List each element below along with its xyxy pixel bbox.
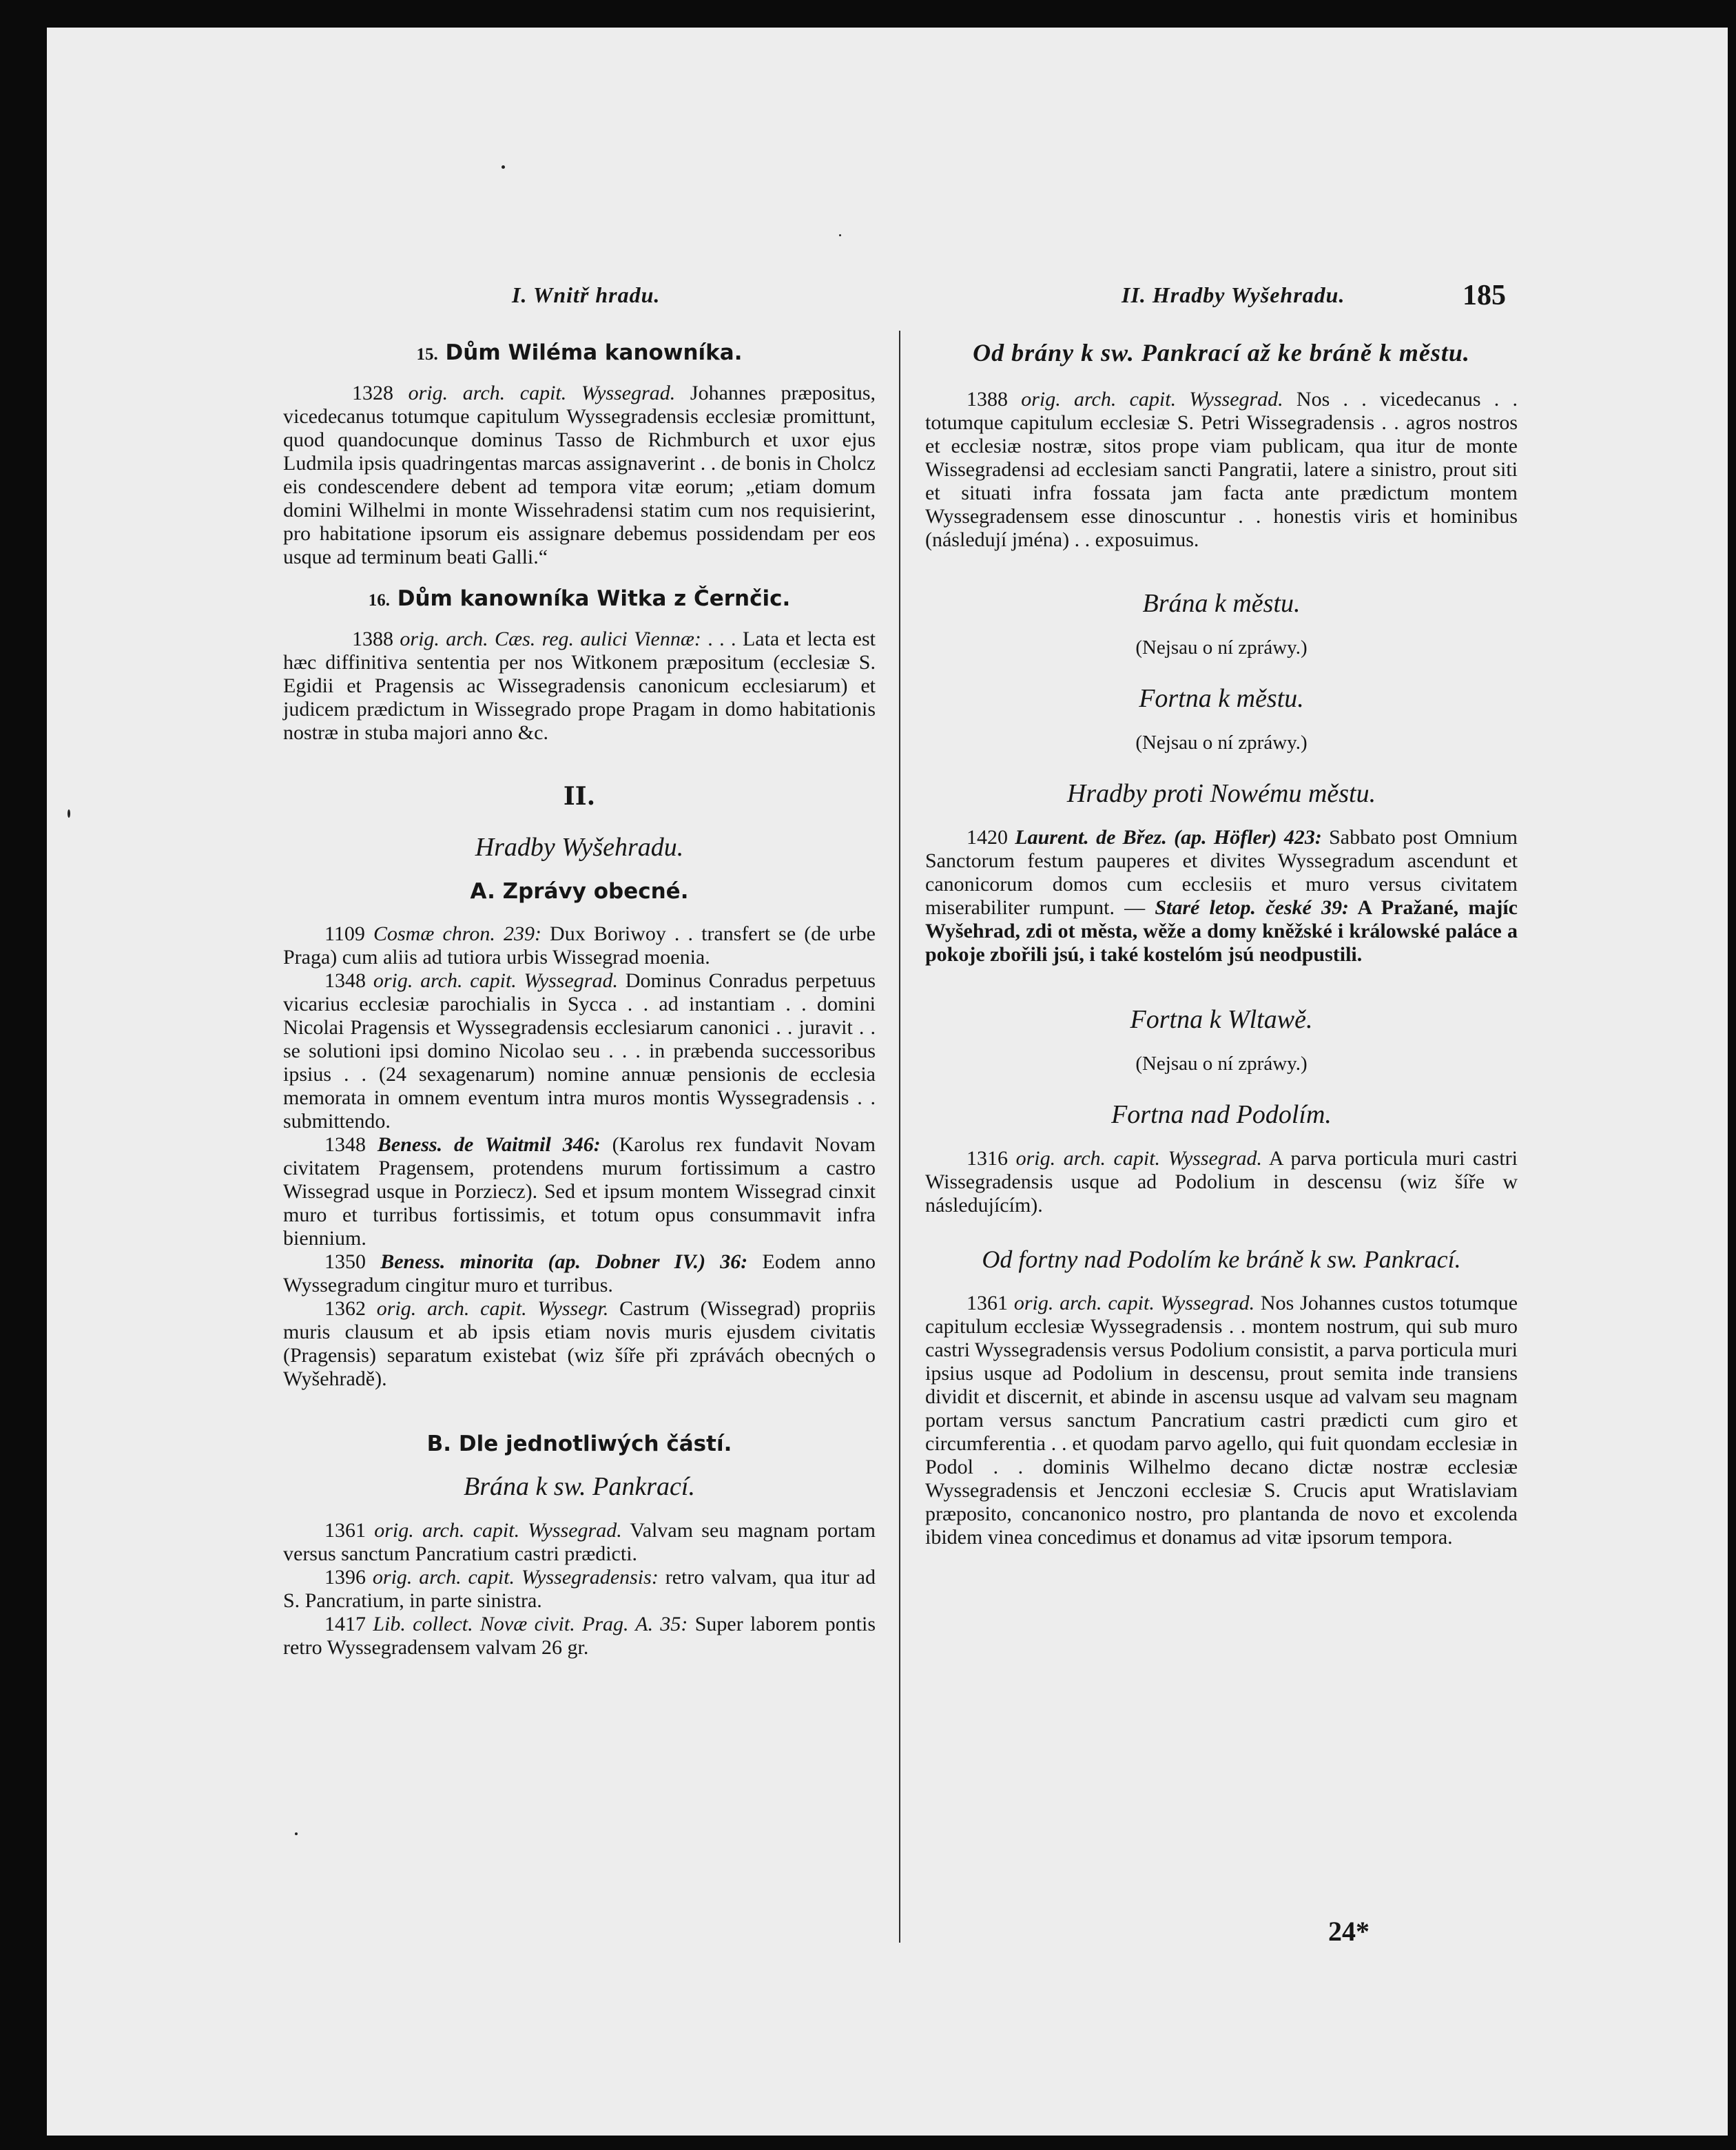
entry-source: Beness. minorita (ap. Dobner IV.) 36: [380, 1250, 748, 1273]
entry-source: Laurent. de Břez. (ap. Höfler) 423: [1015, 826, 1322, 849]
entry-source: orig. arch. capit. Wyssegrad. [1015, 1147, 1262, 1170]
entry-paragraph [283, 1613, 876, 1660]
entry-text: Dux Boriwoy . . transfert se (de urbe Praga) cum aliis ad tutiora urbis Wissegrad moenia. [283, 922, 876, 969]
entry-source: Staré letop. české 39: [1155, 896, 1349, 919]
entry-text: A parva porticula muri castri Wissegradensis usque ad Podolium in descensu (wiz šíře w následujícím). [925, 1147, 1518, 1217]
entry-text: Valvam seu magnam portam versus sanctum Pancratium castri prædicti. [283, 1519, 876, 1565]
entry-paragraph [283, 1250, 876, 1297]
section-number: 16. [368, 591, 390, 610]
editor-note: (Nejsau o ní zpráwy.) [1135, 1053, 1308, 1075]
part-title: Hradby Wyšehradu. [475, 833, 684, 862]
entry-year: 1417 [324, 1613, 366, 1635]
entry-text: Nos . . vicedecanus . . totumque capitulum ecclesiæ S. Petri Wissegradensis . . agros nostros et ecclesiæ nostræ, sitos prope viam publicam, qua itur de monte Wissegradensi ad ecclesiam sancti Pangratii, latere a sinistro, prout siti et situati infra fossata jam facta ante prædictum montem Wyssegradensem esse dinoscuntur . . honestis viris et hominibus (následují jména) . . exposuimus. [925, 388, 1518, 551]
section-heading: Od fortny nad Podolím ke bráně k sw. Pankrací. [982, 1245, 1461, 1273]
entry-text: Nos Johannes custos totumque capitulum ecclesiæ Wyssegradensis . . montem nostrum, qui sub muro castri Wyssegradensis versus Podolium consistit, a parva porticula muri ipsius usque ad Podolium in descensu, prout semita inde transiens dividit et discernit, et abinde in ascensu usque ad valvam seu magnam portam versus sanctum Pancratium castri prædicti cum giro et circumferentia . . et quodam parvo agello, qui fuit quondam ecclesiæ in Podol . . dominis Wilhelmo decano dictæ nostræ ecclesiæ Wyssegradensis et Jenczoni ecclesiæ S. Crucis aput Wratislaviam præposito, concanonico nostro, pro plantanda de novo et excolenda ibidem vinea concedimus et donamus ad vitæ ipsorum tempora. [925, 1292, 1518, 1549]
entry-year: 1361 [967, 1292, 1008, 1314]
entry-source: orig. arch. capit. Wyssegrad. [373, 969, 618, 992]
entry-year: 1420 [967, 826, 1008, 849]
entry-paragraph [283, 1133, 876, 1250]
entry-text: Sabbato post Omnium Sanctorum festum pauperes et divites Wyssegradum ascendunt et canonicorum domos cum ecclesiis et muro versus civitatem miserabiliter rumpunt. — [925, 826, 1518, 919]
entry-paragraph [925, 826, 1518, 967]
section-heading: Brána k městu. [1142, 589, 1301, 618]
section-heading: Od brány k sw. Pankrací až ke bráně k městu. [973, 339, 1470, 366]
signature-mark: 24* [1328, 1916, 1370, 1947]
entry-text: Super laborem pontis retro Wyssegradensem valvam 26 gr. [283, 1613, 876, 1659]
section-heading: Fortna nad Podolím. [1111, 1100, 1332, 1129]
dust-speck [68, 809, 70, 818]
entry-year: 1388 [352, 628, 393, 650]
entry-text: A Pražané, majíc Wyšehrad, zdi ot města, wěže a domy kněžské i králowské paláce a pokoje zbořili jsú, i také kostelóm jsú neodpustili. [925, 896, 1518, 966]
part-subtitle: Brána k sw. Pankrací. [464, 1472, 695, 1501]
entry-source: Cosmæ chron. 239: [373, 922, 541, 945]
entry-text: . . . Lata et lecta est hæc diffinitiva sententia per nos Witkonem præpositum (ecclesiæ S. Egidii et Pragensis ac Wissegradensis canonicum ecclesiarum) et judicem prædictum in Wissegrado prope Pragam in domo habitationis nostræ in stuba majori anno &c. [283, 628, 876, 744]
entry-source: orig. arch. capit. Wyssegrad. [1013, 1292, 1255, 1314]
entry-year: 1361 [324, 1519, 366, 1542]
entry-paragraph [283, 1519, 876, 1566]
entry-year: 1348 [324, 1133, 366, 1156]
dust-speck [839, 234, 841, 236]
entry-paragraph [283, 628, 876, 745]
column-divider [899, 331, 900, 1943]
entry-year: 1328 [352, 382, 393, 404]
entry-paragraph [283, 922, 876, 969]
entry-paragraph [283, 969, 876, 1133]
section-heading: Hradby proti Nowému městu. [1066, 779, 1376, 808]
entry-year: 1348 [324, 969, 366, 992]
entry-source: Beness. de Waitmil 346: [377, 1133, 601, 1156]
entry-text: retro valvam, qua itur ad S. Pancratium, in parte sinistra. [283, 1566, 876, 1612]
entry-source: orig. arch. capit. Wyssegrad. [374, 1519, 622, 1542]
entry-paragraph [283, 1297, 876, 1391]
entry-paragraph [283, 382, 876, 569]
entry-source: Lib. collect. Novæ civit. Prag. A. 35: [373, 1613, 688, 1635]
section-title: Dům kanowníka Witka z Černčic. [397, 586, 791, 611]
entry-source: orig. arch. capit. Wyssegrad. [1021, 388, 1283, 411]
entry-paragraph [925, 1292, 1518, 1549]
dust-speck [502, 165, 505, 169]
scanned-page [47, 28, 1728, 2136]
entry-source: orig. arch. Cæs. reg. aulici Viennæ: [400, 628, 701, 650]
dust-speck [295, 1832, 298, 1835]
entry-text: Eodem anno Wyssegradum cingitur muro et turribus. [283, 1250, 876, 1296]
entry-text: Castrum (Wissegrad) propriis muris clausum et ab ipsis etiam novis muris ejusdem civitatis (Pragensis) separatum existebat (wiz šíře při zprávách obecných o Wyšehradě). [283, 1297, 876, 1390]
subsection-a-heading: A. Zprávy obecné. [470, 879, 689, 904]
section-heading: Fortna k Wltawě. [1130, 1005, 1313, 1034]
running-head-right: II. Hradby Wyšehradu. [1122, 282, 1345, 307]
editor-note: (Nejsau o ní zpráwy.) [1135, 637, 1308, 659]
part-number: II. [563, 782, 596, 811]
entry-year: 1316 [967, 1147, 1008, 1170]
entry-source: orig. arch. capit. Wyssegrad. [408, 382, 676, 404]
entry-paragraph [925, 1147, 1518, 1217]
entry-year: 1350 [324, 1250, 366, 1273]
entry-year: 1396 [324, 1566, 366, 1589]
entry-source: orig. arch. capit. Wyssegr. [376, 1297, 609, 1320]
section-heading: Fortna k městu. [1139, 684, 1304, 713]
section-number: 15. [416, 345, 438, 364]
subsection-b-heading: B. Dle jednotliwých částí. [426, 1431, 732, 1456]
editor-note: (Nejsau o ní zpráwy.) [1135, 732, 1308, 754]
section-16-heading [283, 587, 876, 612]
entry-year: 1362 [324, 1297, 366, 1320]
entry-text: Dominus Conradus perpetuus vicarius ecclesiæ parochialis in Sycca . . ad instantiam . . domini Nicolai Pragensis et Wyssegradensis ecclesiarum canonici . . juravit . . se solutioni ipsi domino Nicolao seu . . . in præbenda successoribus ipsius . . (24 sexagenarum) nomine annuæ pensionis de ecclesia memorata in omnem eventum intra muros montis Wyssegradensis . . submittendo. [283, 969, 876, 1133]
entry-paragraph [925, 388, 1518, 552]
running-head-left: I. Wnitř hradu. [512, 282, 661, 307]
entry-source: orig. arch. capit. Wyssegradensis: [372, 1566, 659, 1589]
left-column [283, 341, 876, 1660]
entry-paragraph [283, 1566, 876, 1613]
entry-text: Johannes præpositus, vicedecanus totumque capitulum Wyssegradensis ecclesiæ promittunt, quod quandocunque dominus Tasso de Richmburch et uxor ejus Ludmila ipsis quadringentas marcas assignaverint . . de bonis in Cholcz eis condescendere debent ad tempora vitæ eorum; „etiam domum domini Wilhelmi in monte Wissehradensi statim cum nos requisierint, pro habitatione ipsorum eis assignare debemus possidendam per eos usque ad terminum beati Galli.“ [283, 382, 876, 568]
entry-year: 1109 [324, 922, 365, 945]
section-15-heading [283, 341, 876, 366]
right-column [925, 341, 1518, 1549]
entry-text: (Karolus rex fundavit Novam civitatem Pragensem, protendens murum fortissimum a castro Wissegrad usque in Porziecz). Sed et ipsum montem Wissegrad cinxit muro et turribus fortissimis, et totum opus consummavit infra biennium. [283, 1133, 876, 1250]
entry-year: 1388 [967, 388, 1008, 411]
section-title: Dům Wiléma kanowníka. [445, 340, 743, 365]
page-number: 185 [1463, 280, 1506, 311]
